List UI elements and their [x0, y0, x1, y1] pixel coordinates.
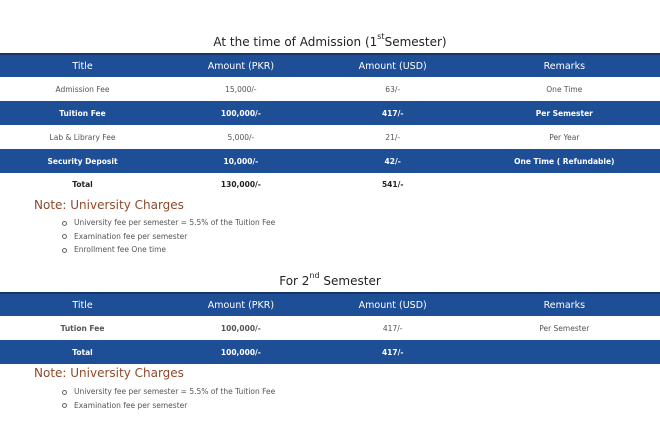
list-item: [62, 216, 275, 230]
cell-remarks: [469, 173, 660, 196]
second-semester-fee-table: [0, 292, 660, 364]
cell-remarks: Per Semester: [469, 316, 660, 340]
list-item: [62, 399, 275, 413]
table-row: [0, 77, 660, 101]
cell-title: Tution Fee: [0, 316, 165, 340]
cell-pkr: 100,000/-: [165, 340, 317, 364]
cell-title: Security Deposit: [0, 149, 165, 173]
table-header-row: [0, 293, 660, 316]
table-row: [0, 125, 660, 149]
table-total-row: [0, 340, 660, 364]
table-total-row: [0, 173, 660, 196]
note-text: Examination fee per semester: [74, 400, 188, 410]
note-text: Examination fee per semester: [74, 231, 188, 241]
list-item: [62, 243, 275, 257]
admission-fee-table: [0, 53, 660, 196]
note-heading: Note: University Charges: [34, 366, 184, 380]
cell-remarks: Per Year: [469, 125, 660, 149]
cell-usd: 21/-: [317, 125, 469, 149]
circle-bullet-icon: [62, 403, 67, 408]
title-superscript: nd: [309, 271, 320, 280]
title-superscript: st: [377, 32, 385, 41]
header-title: Title: [0, 293, 165, 316]
cell-pkr: 15,000/-: [165, 77, 317, 101]
cell-title: Total: [0, 340, 165, 364]
cell-usd: 42/-: [317, 149, 469, 173]
header-remarks: Remarks: [469, 54, 660, 77]
note-list: [62, 216, 275, 257]
cell-pkr: 10,000/-: [165, 149, 317, 173]
section-1-title: [0, 32, 660, 49]
title-text: For 2: [279, 274, 310, 288]
cell-title: Lab & Library Fee: [0, 125, 165, 149]
cell-remarks: One Time ( Refundable): [469, 149, 660, 173]
circle-bullet-icon: [62, 221, 67, 226]
cell-usd: 63/-: [317, 77, 469, 101]
cell-title: Tuition Fee: [0, 101, 165, 125]
header-title: Title: [0, 54, 165, 77]
circle-bullet-icon: [62, 234, 67, 239]
title-text: Semester: [319, 274, 381, 288]
title-text: At the time of Admission (1: [213, 35, 378, 49]
circle-bullet-icon: [62, 390, 67, 395]
note-heading: Note: University Charges: [34, 198, 184, 212]
note-list: [62, 385, 275, 412]
note-text: University fee per semester = 5.5% of the Tuition Fee: [74, 387, 276, 396]
cell-pkr: 5,000/-: [165, 125, 317, 149]
cell-title: Total: [0, 173, 165, 196]
header-amount-pkr: Amount (PKR): [165, 54, 317, 77]
table-header-row: [0, 54, 660, 77]
note-text: Enrollment fee One time: [74, 245, 167, 254]
cell-pkr: 130,000/-: [165, 173, 317, 196]
note-text: University fee per semester = 5.5% of the Tuition Fee: [74, 218, 276, 227]
header-remarks: Remarks: [469, 293, 660, 316]
header-amount-usd: Amount (USD): [317, 54, 469, 77]
table-row: [0, 316, 660, 340]
cell-usd: 417/-: [317, 101, 469, 125]
cell-pkr: 100,000/-: [165, 101, 317, 125]
cell-remarks: One Time: [469, 77, 660, 101]
header-amount-pkr: Amount (PKR): [165, 293, 317, 316]
cell-usd: 417/-: [317, 340, 469, 364]
circle-bullet-icon: [62, 248, 67, 253]
title-text: Semester): [384, 35, 447, 49]
cell-usd: 417/-: [317, 316, 469, 340]
table-row: [0, 149, 660, 173]
cell-pkr: 100,000/-: [165, 316, 317, 340]
list-item: [62, 230, 275, 244]
header-amount-usd: Amount (USD): [317, 293, 469, 316]
section-2-title: [0, 271, 660, 288]
cell-usd: 541/-: [317, 173, 469, 196]
cell-remarks: Per Semester: [469, 101, 660, 125]
table-row: [0, 101, 660, 125]
cell-remarks: [469, 340, 660, 364]
cell-title: Admission Fee: [0, 77, 165, 101]
list-item: [62, 385, 275, 399]
